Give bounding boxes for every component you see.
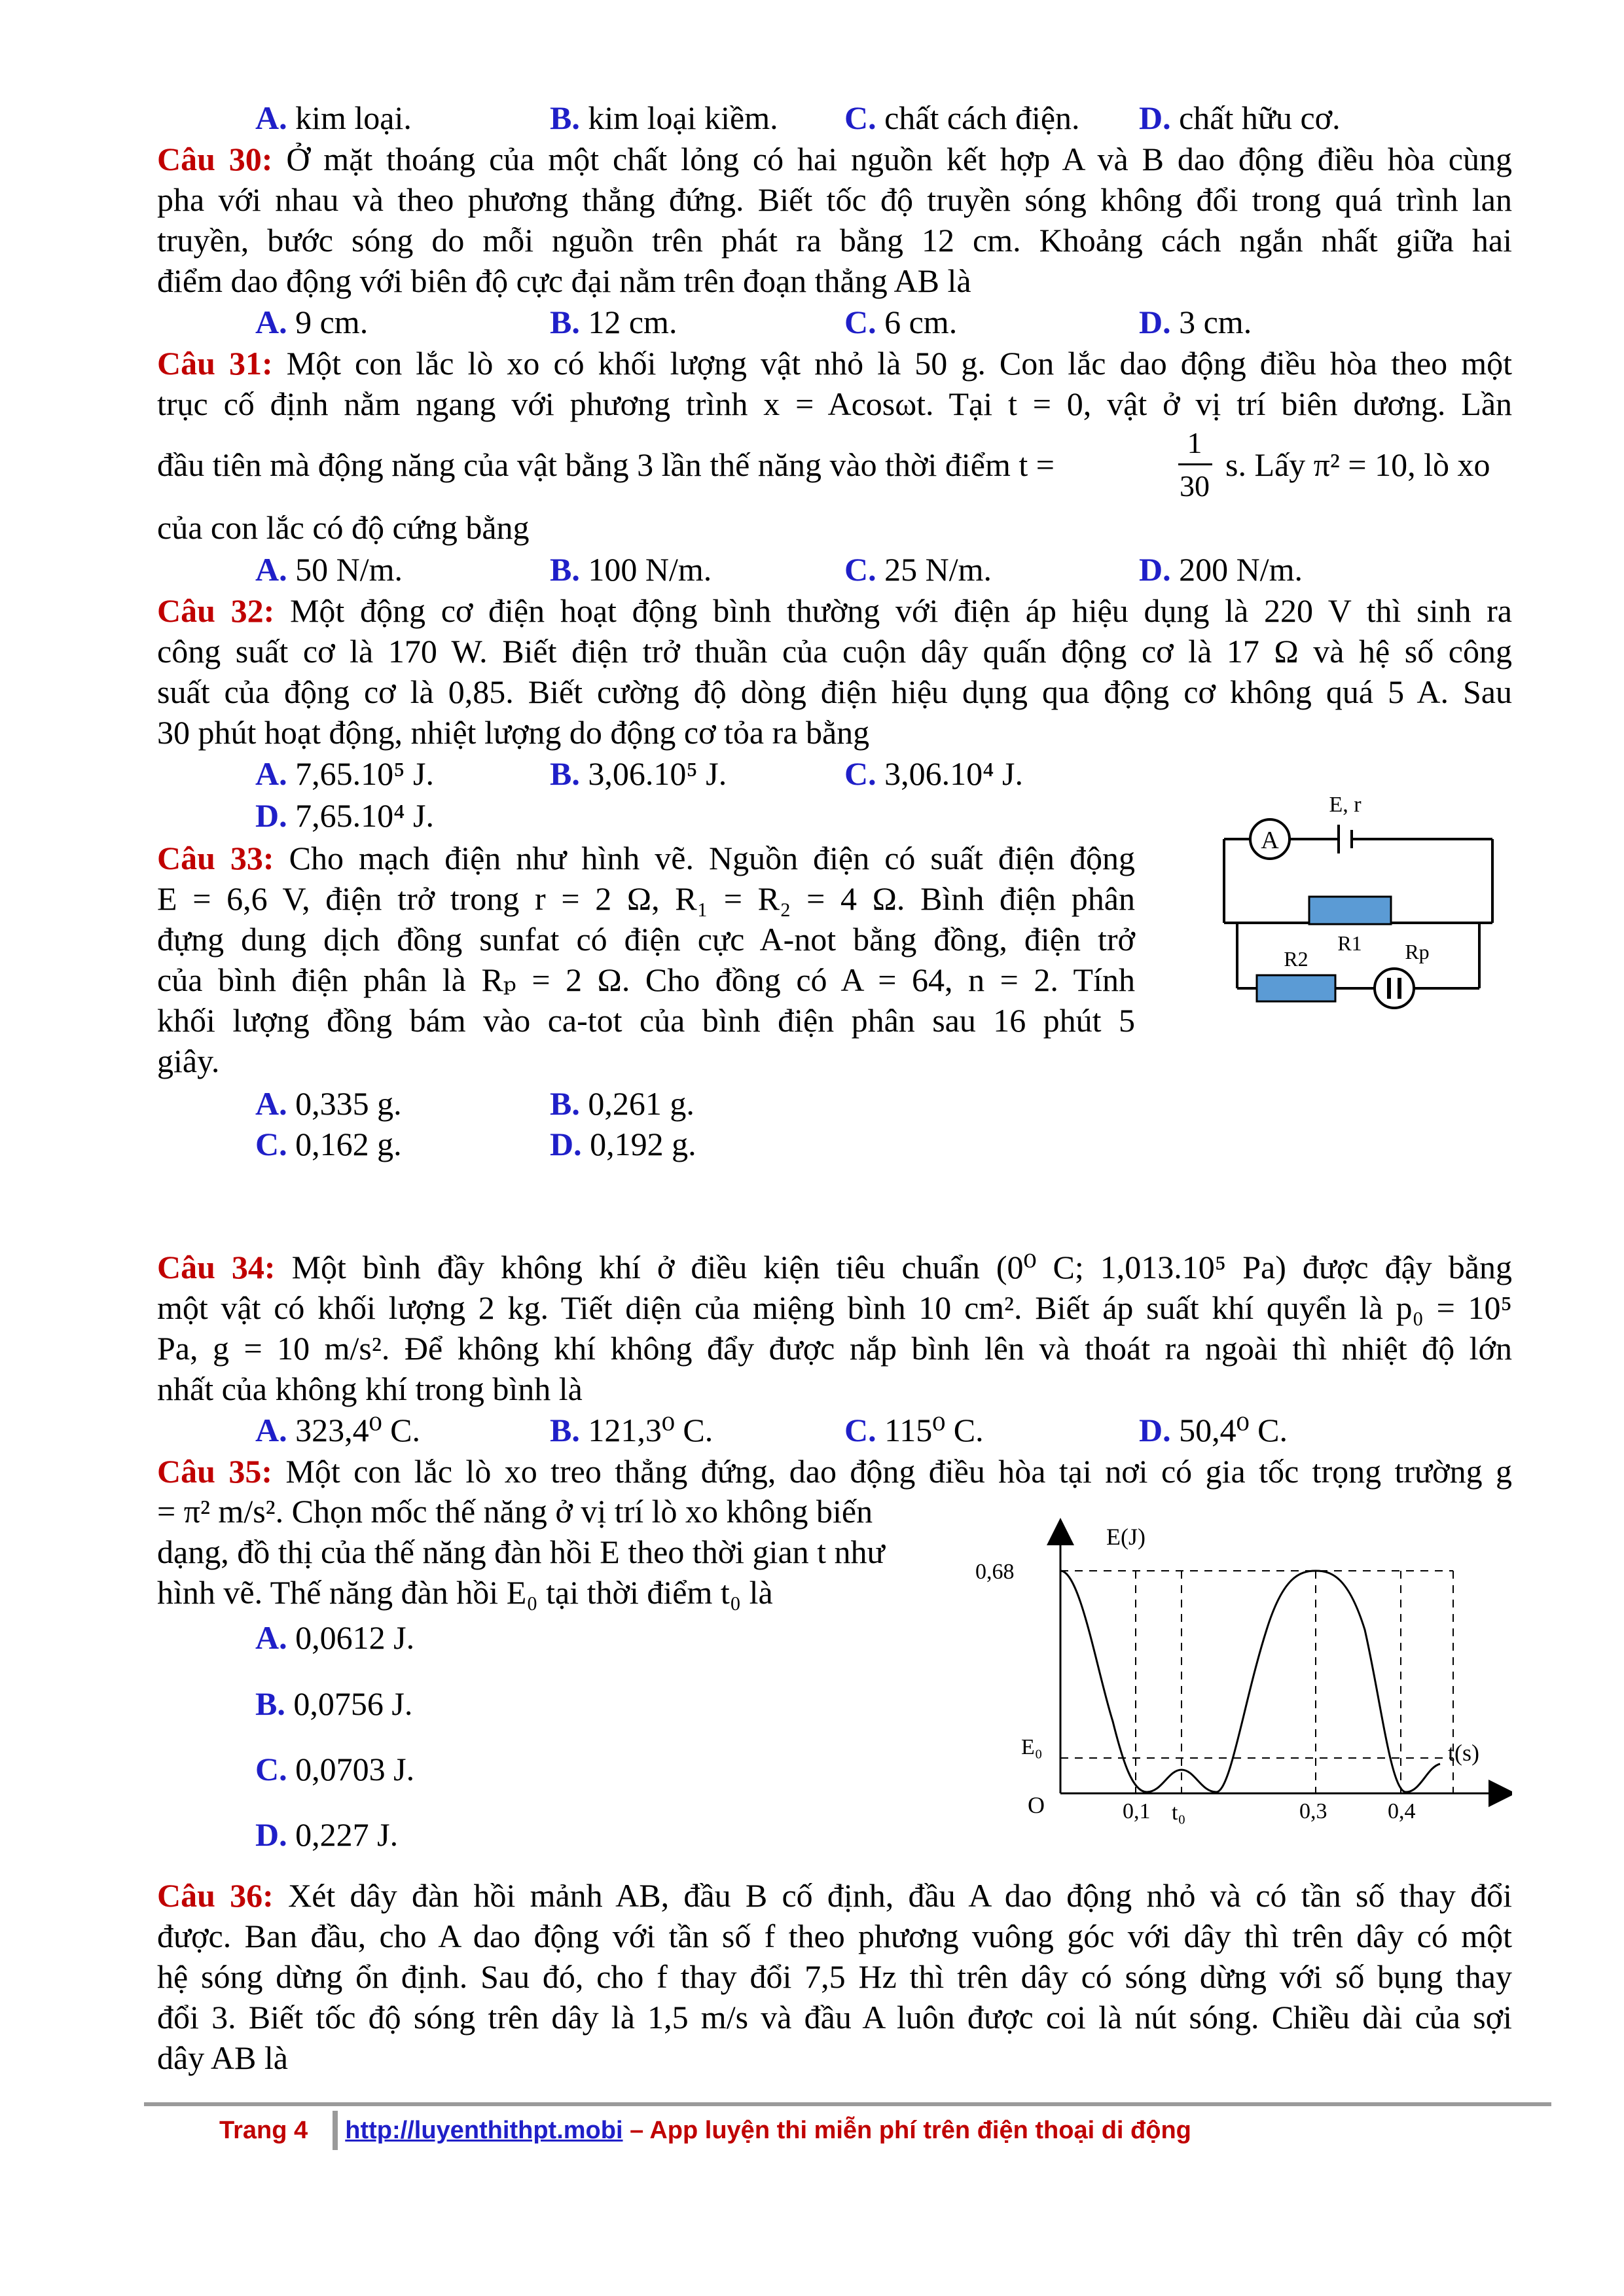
q34-line-2: một vật có khối lượng 2 kg. Tiết diện của miệng bình 10 cm². Biết áp suất khí quyển là p₀ = 10⁵ [157, 1289, 1512, 1326]
electrolytic-cell-symbol [1375, 969, 1414, 1008]
tick-t0: t₀ [1172, 1801, 1186, 1825]
q33-option-c: C. 0,162 g. [255, 1126, 402, 1162]
footer-page: Trang 4 [219, 2117, 308, 2144]
q33-line-6: giây. [157, 1043, 220, 1079]
q36-line-5: dây AB là [157, 2039, 288, 2076]
e-axis-label: E(J) [1106, 1524, 1146, 1550]
q33-option-d: D. 0,192 g. [550, 1126, 696, 1162]
q31-line-3a: đầu tiên mà động năng của vật bằng 3 lần thế năng vào thời điểm t = [157, 446, 1055, 483]
q33-option-b: B. 0,261 g. [550, 1085, 695, 1122]
r1-label: R1 [1337, 931, 1362, 955]
q34-option-a: A. 323,4⁰ C. [255, 1412, 421, 1448]
q35-option-d: D. 0,227 J. [255, 1816, 399, 1853]
q36-line-3: hệ sóng dừng ổn định. Sau đó, cho f thay đổi 7,5 Hz thì trên dây có sóng dừng với số bụng thay [157, 1958, 1512, 1995]
q35-option-b: B. 0,0756 J. [255, 1685, 413, 1722]
q32-option-a: A. 7,65.10⁵ J. [255, 755, 434, 792]
rp-label: Rp [1405, 940, 1430, 963]
q32-line-4: 30 phút hoạt động, nhiệt lượng do động cơ tỏa ra bằng [157, 714, 870, 751]
r2-label: R2 [1284, 947, 1308, 971]
ymax-label: 0,68 [975, 1560, 1015, 1584]
q34-line-3: Pa, g = 10 m/s². Để không khí không đẩy được nắp bình lên và thoát ra ngoài thì nhiệt độ lớn [157, 1330, 1512, 1367]
q31-option-a: A. 50 N/m. [255, 551, 403, 588]
footer [219, 2114, 1191, 2147]
q33-option-a: A. 0,335 g. [255, 1085, 402, 1122]
q30-option-d: D. 3 cm. [1139, 304, 1252, 340]
q30-line-3: truyền, bước sóng do mỗi nguồn trên phát ra bằng 12 cm. Khoảng cách ngắn nhất giữa hai [157, 222, 1512, 259]
q36-line-4: đổi 3. Biết tốc độ sóng trên dây là 1,5 m/s và đầu A luôn được coi là nút sóng. Chiều dài của sợi [157, 1999, 1512, 2036]
q31-line-4: của con lắc có độ cứng bằng [157, 509, 530, 546]
q34-option-c: C. 115⁰ C. [844, 1412, 984, 1448]
q33-line-4: của bình điện phân là Rₚ = 2 Ω. Cho đồng có A = 64, n = 2. Tính [157, 961, 1135, 998]
q31-option-d: D. 200 N/m. [1139, 551, 1303, 588]
q32-option-d: D. 7,65.10⁴ J. [255, 797, 434, 834]
q30-option-a: A. 9 cm. [255, 304, 369, 340]
tick-0-3: 0,3 [1299, 1799, 1327, 1823]
q36-line-1: Câu 36: Xét dây đàn hồi mảnh AB, đầu B cố định, đầu A dao động nhỏ và có tần số thay đổi [157, 1877, 1512, 1914]
q29-option-b: B. kim loại kiềm. [550, 99, 778, 136]
footer-text: – App luyện thi miễn phí trên điện thoại di động [623, 2117, 1191, 2144]
q34-line-4: nhất của không khí trong bình là [157, 1371, 583, 1407]
q34-option-d: D. 50,4⁰ C. [1139, 1412, 1288, 1448]
q31-fraction-numerator: 1 [1187, 426, 1202, 459]
energy-time-graph [969, 1505, 1512, 1833]
q31-option-c: C. 25 N/m. [844, 551, 992, 588]
energy-curve [1060, 1571, 1440, 1792]
circuit-diagram [1204, 792, 1512, 1034]
tick-0-4: 0,4 [1388, 1799, 1416, 1823]
q33-line-2: E = 6,6 V, điện trở trong r = 2 Ω, R₁ = R₂ = 4 Ω. Bình điện phân [157, 880, 1135, 917]
ammeter-label: A [1261, 827, 1279, 854]
q30-option-c: C. 6 cm. [844, 304, 958, 340]
q36-line-2: được. Ban đầu, cho A dao động với tần số f theo phương vuông góc với dây thì trên dây có một [157, 1918, 1512, 1954]
q32-line-1: Câu 32: Một động cơ điện hoạt động bình thường với điện áp hiệu dụng là 220 V thì sinh ra [157, 592, 1512, 629]
q31-line-2: trục cố định nằm ngang với phương trình x = Acosωt. Tại t = 0, vật ở vị trí biên dương. Lần [157, 386, 1513, 422]
q31-fraction-denominator: 30 [1180, 469, 1210, 503]
source-label: E, r [1329, 793, 1362, 817]
t-axis-label: t(s) [1448, 1740, 1479, 1766]
q31-option-b: B. 100 N/m. [550, 551, 712, 588]
q35-line-2: = π² m/s². Chọn mốc thế năng ở vị trí lò xo không biến [157, 1493, 873, 1530]
q30-option-b: B. 12 cm. [550, 304, 677, 340]
footer-link[interactable]: http://luyenthithpt.mobi [345, 2117, 623, 2144]
q35-option-a: A. 0,0612 J. [255, 1619, 415, 1656]
q29-option-c: C. chất cách điện. [844, 99, 1080, 136]
q35-line-4: hình vẽ. Thế năng đàn hồi E₀ tại thời điểm t₀ là [157, 1574, 773, 1611]
e0-label: E₀ [1021, 1735, 1043, 1759]
q32-line-3: suất của động cơ là 0,85. Biết cường độ dòng điện hiệu dụng qua động cơ không quá 5 A. Sau [157, 673, 1512, 710]
q30-line-4: điểm dao động với biên độ cực đại nằm trên đoạn thẳng AB là [157, 262, 971, 299]
q32-line-2: công suất cơ là 170 W. Biết điện trở thuần của cuộn dây quấn động cơ là 17 Ω và hệ số công [157, 633, 1512, 670]
q35-line-3: dạng, đồ thị của thế năng đàn hồi E theo thời gian t như [157, 1534, 885, 1570]
q33-line-5: khối lượng đồng bám vào ca-tot của bình điện phân sau 16 phút 5 [157, 1002, 1135, 1039]
q31-fraction-bar [1178, 463, 1212, 465]
q30-line-2: pha với nhau và theo phương thẳng đứng. Biết tốc độ truyền sóng không đổi trong quá trình lan [157, 181, 1512, 218]
resistor-r1 [1309, 897, 1391, 924]
q34-line-1: Câu 34: Một bình đầy không khí ở điều kiện tiêu chuẩn (0⁰ C; 1,013.10⁵ Pa) được đậy bằng [157, 1249, 1512, 1285]
q29-option-a: A. kim loại. [255, 99, 412, 136]
q30-line-1: Câu 30: Ở mặt thoáng của một chất lỏng có hai nguồn kết hợp A và B dao động điều hòa cùng [157, 141, 1512, 177]
origin-label: O [1028, 1792, 1045, 1818]
q35-option-c: C. 0,0703 J. [255, 1751, 415, 1787]
q31-line-1: Câu 31: Một con lắc lò xo có khối lượng vật nhỏ là 50 g. Con lắc dao động điều hòa theo một [157, 345, 1512, 382]
tick-0-1: 0,1 [1123, 1799, 1151, 1823]
q34-option-b: B. 121,3⁰ C. [550, 1412, 713, 1448]
footer-rule [144, 2102, 1551, 2106]
q32-option-c: C. 3,06.10⁴ J. [844, 755, 1023, 792]
q32-option-b: B. 3,06.10⁵ J. [550, 755, 727, 792]
resistor-r2 [1257, 975, 1335, 1001]
q33-line-3: đựng dung dịch đồng sunfat có điện cực A-not bằng đồng, điện trở [157, 921, 1135, 958]
q35-line-1: Câu 35: Một con lắc lò xo treo thẳng đứng, dao động điều hòa tại nơi có gia tốc trọng trường g [157, 1453, 1512, 1490]
q33-line-1: Câu 33: Cho mạch điện như hình vẽ. Nguồn điện có suất điện động [157, 840, 1136, 876]
q31-line-3b: s. Lấy π² = 10, lò xo [1225, 446, 1490, 483]
q29-option-d: D. chất hữu cơ. [1139, 99, 1341, 136]
